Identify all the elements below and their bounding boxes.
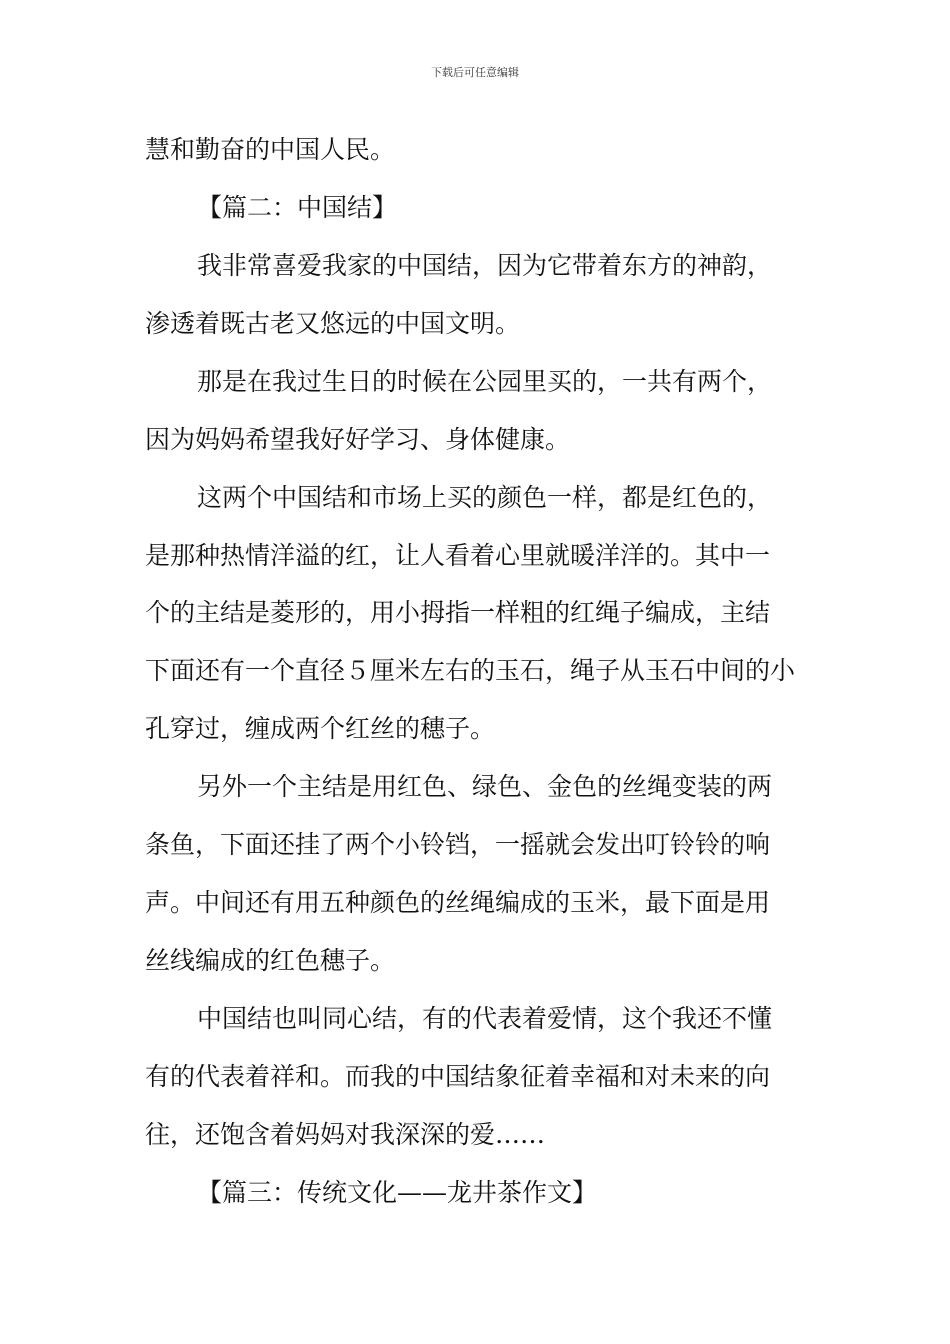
text-line: 往，还饱含着妈妈对我深深的爱…… bbox=[145, 1120, 546, 1149]
text-line: 我非常喜爱我家的中国结，因为它带着东方的神韵， bbox=[197, 251, 773, 280]
text-line: 这两个中国结和市场上买的颜色一样，都是红色的， bbox=[197, 483, 773, 512]
text-line: 孔穿过，缠成两个红丝的穗子。 bbox=[145, 714, 496, 743]
text-line: 是那种热情洋溢的红，让人看着心里就暖洋洋的。其中一 bbox=[145, 541, 771, 570]
text-line: 下面还有一个直径５厘米左右的玉石，绳子从玉石中间的小 bbox=[145, 656, 796, 685]
text-line: 声。中间还有用五种颜色的丝绳编成的玉米，最下面是用 bbox=[145, 888, 771, 917]
text-line: 因为妈妈希望我好好学习、身体健康。 bbox=[145, 425, 571, 454]
text-line: 个的主结是菱形的，用小拇指一样粗的红绳子编成，主结 bbox=[145, 598, 771, 627]
page-header: 下载后可任意编辑 bbox=[431, 66, 519, 79]
section-heading: 【篇二：中国结】 bbox=[197, 193, 398, 222]
text-line: 渗透着既古老又悠远的中国文明。 bbox=[145, 309, 521, 338]
text-line: 中国结也叫同心结，有的代表着爱情，这个我还不懂 bbox=[197, 1004, 773, 1033]
text-line: 丝线编成的红色穗子。 bbox=[145, 946, 396, 975]
text-line: 慧和勤奋的中国人民。 bbox=[145, 135, 396, 164]
text-line: 另外一个主结是用红色、绿色、金色的丝绳变装的两 bbox=[197, 772, 773, 801]
text-line: 有的代表着祥和。而我的中国结象征着幸福和对未来的向 bbox=[145, 1062, 771, 1091]
section-heading: 【篇三：传统文化——龙井茶作文】 bbox=[197, 1178, 598, 1207]
text-line: 那是在我过生日的时候在公园里买的，一共有两个， bbox=[197, 367, 773, 396]
text-line: 条鱼，下面还挂了两个小铃铛，一摇就会发出叮铃铃的响 bbox=[145, 830, 771, 859]
